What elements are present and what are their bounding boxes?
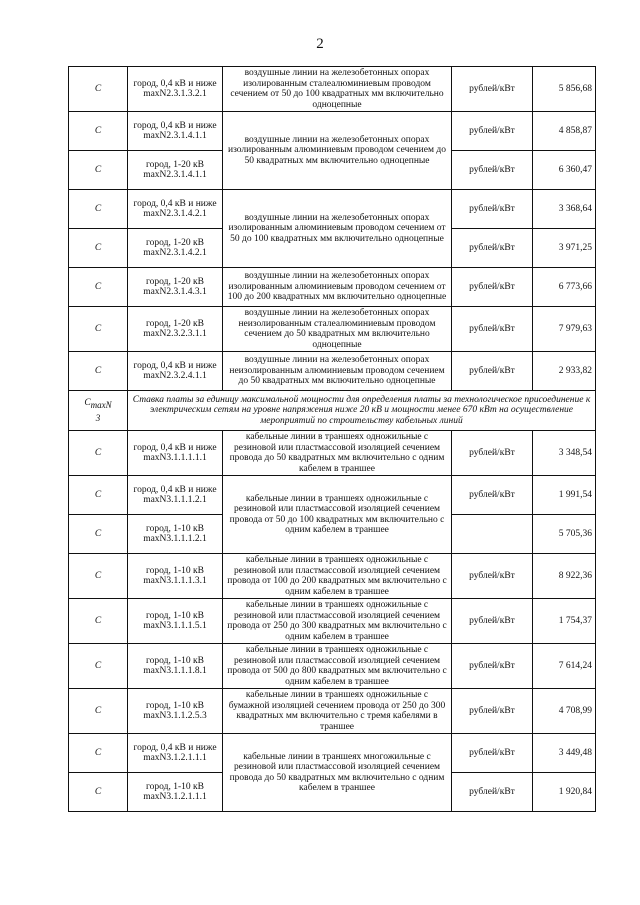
unit-cell: рублей/кВт [452, 352, 533, 391]
rate-value: 1 920,84 [533, 773, 596, 812]
location-code: город, 1-10 кВ maxN3.1.1.1.8.1 [128, 644, 223, 689]
rate-symbol: C [69, 67, 128, 112]
location-code: город, 1-20 кВ maxN2.3.1.4.1.1 [128, 151, 223, 190]
rate-value: 1 754,37 [533, 599, 596, 644]
table-row [69, 67, 596, 112]
rate-symbol: C [69, 112, 128, 151]
tariff-table [68, 66, 596, 812]
unit-cell: рублей/кВт [452, 554, 533, 599]
rate-symbol: C [69, 773, 128, 812]
unit-cell: рублей/кВт [452, 431, 533, 476]
rate-value: 4 858,87 [533, 112, 596, 151]
rate-value: 3 971,25 [533, 229, 596, 268]
rate-symbol: C [69, 734, 128, 773]
line-description: воздушные линии на железобетонных опорах изолированным алюминиевым проводом сечением от 50 до 100 квадратных мм включительно одноцепные [223, 190, 452, 268]
location-code: город, 0,4 кВ и ниже maxN3.1.2.1.1.1 [128, 734, 223, 773]
rate-value: 7 614,24 [533, 644, 596, 689]
rate-symbol: C [69, 599, 128, 644]
table-row [69, 476, 596, 515]
rate-value: 6 360,47 [533, 151, 596, 190]
location-code: город, 1-10 кВ maxN3.1.1.1.2.1 [128, 515, 223, 554]
rate-value: 5 705,36 [533, 515, 596, 554]
location-code: город, 1-10 кВ maxN3.1.1.1.5.1 [128, 599, 223, 644]
location-code: город, 0,4 кВ и ниже maxN3.1.1.1.1.1 [128, 431, 223, 476]
line-description: воздушные линии на железобетонных опорах изолированным алюминиевым проводом сечением от 100 до 200 квадратных мм включительно одноцепные [223, 268, 452, 307]
line-description: кабельные линии в траншеях одножильные с резиновой или пластмассовой изоляцией сечением провода до 50 квадратных мм включительно с одним кабелем в траншее [223, 431, 452, 476]
location-code: город, 0,4 кВ и ниже maxN2.3.1.3.2.1 [128, 67, 223, 112]
rate-value: 7 979,63 [533, 307, 596, 352]
location-code: город, 1-10 кВ maxN3.1.1.2.5.3 [128, 689, 223, 734]
section-header-row [69, 391, 596, 431]
line-description: воздушные линии на железобетонных опорах изолированным алюминиевым проводом сечением до 50 квадратных мм включительно одноцепные [223, 112, 452, 190]
line-description: кабельные линии в траншеях одножильные с резиновой или пластмассовой изоляцией сечением провода от 500 до 800 квадратных мм включительно с одним кабелем в траншее [223, 644, 452, 689]
rate-symbol: C [69, 190, 128, 229]
unit-cell: рублей/кВт [452, 67, 533, 112]
section-symbol-subscript: maxN [90, 400, 112, 410]
rate-value: 4 708,99 [533, 689, 596, 734]
location-code: город, 1-20 кВ maxN2.3.2.3.1.1 [128, 307, 223, 352]
rate-symbol: C [69, 307, 128, 352]
rate-value: 3 449,48 [533, 734, 596, 773]
rate-value: 6 773,66 [533, 268, 596, 307]
table-body-air-lines [69, 67, 596, 391]
rate-symbol: C [69, 431, 128, 476]
table-body-cable-lines [69, 431, 596, 812]
line-description: кабельные линии в траншеях одножильные с резиновой или пластмассовой изоляцией сечением провода от 100 до 200 квадратных мм включительно с одним кабелем в траншее [223, 554, 452, 599]
line-description: воздушные линии на железобетонных опорах неизолированным сталеалюминиевым проводом сечением до 50 квадратных мм включительно одноцепные [223, 307, 452, 352]
rate-symbol: C [69, 268, 128, 307]
rate-value: 3 348,54 [533, 431, 596, 476]
unit-cell: рублей/кВт [452, 268, 533, 307]
table-row [69, 352, 596, 391]
rate-symbol: C [69, 554, 128, 599]
unit-cell: рублей/кВт [452, 112, 533, 151]
line-description: кабельные линии в траншеях одножильные с резиновой или пластмассовой изоляцией сечением провода от 50 до 100 квадратных мм включительно с одним кабелем в траншее [223, 476, 452, 554]
unit-cell: рублей/кВт [452, 773, 533, 812]
section-symbol [69, 391, 128, 431]
unit-cell: рублей/кВт [452, 476, 533, 515]
rate-value: 2 933,82 [533, 352, 596, 391]
location-code: город, 1-10 кВ maxN3.1.1.1.3.1 [128, 554, 223, 599]
page-number: 2 [316, 36, 324, 52]
rate-symbol: C [69, 515, 128, 554]
unit-cell: рублей/кВт [452, 599, 533, 644]
rate-symbol: C [69, 689, 128, 734]
table-row [69, 307, 596, 352]
section-description: Ставка платы за единицу максимальной мощности для определения платы за технологическое присоединение к электрическим сетям на уровне напряжения ниже 20 кВ и мощности менее 670 кВт на осуществление мероприятий по строительству кабельных линий [128, 391, 596, 431]
location-code: город, 1-20 кВ maxN2.3.1.4.2.1 [128, 229, 223, 268]
rate-symbol: C [69, 229, 128, 268]
rate-symbol: C [69, 644, 128, 689]
table-row [69, 689, 596, 734]
line-description: кабельные линии в траншеях одножильные с бумажной изоляцией сечением провода от 250 до 300 квадратных мм включительно с тремя кабелями в траншее [223, 689, 452, 734]
unit-cell: рублей/кВт [452, 151, 533, 190]
rate-value: 3 368,64 [533, 190, 596, 229]
line-description: воздушные линии на железобетонных опорах изолированным сталеалюминиевым проводом сечением от 50 до 100 квадратных мм включительно одноцепные [223, 67, 452, 112]
line-description: воздушные линии на железобетонных опорах неизолированным алюминиевым проводом сечением до 50 квадратных мм включительно одноцепные [223, 352, 452, 391]
location-code: город, 0,4 кВ и ниже maxN2.3.1.4.1.1 [128, 112, 223, 151]
location-code: город, 1-20 кВ maxN2.3.1.4.3.1 [128, 268, 223, 307]
unit-cell: рублей/кВт [452, 644, 533, 689]
table-row [69, 734, 596, 773]
rate-value: 5 856,68 [533, 67, 596, 112]
section-header [69, 391, 596, 431]
unit-cell: рублей/кВт [452, 229, 533, 268]
table-row [69, 554, 596, 599]
location-code: город, 0,4 кВ и ниже maxN3.1.1.1.2.1 [128, 476, 223, 515]
rate-symbol: C [69, 352, 128, 391]
unit-cell [452, 515, 533, 554]
line-description: кабельные линии в траншеях одножильные с резиновой или пластмассовой изоляцией сечением провода от 250 до 300 квадратных мм включительно с одним кабелем в траншее [223, 599, 452, 644]
table-row [69, 190, 596, 229]
rate-symbol: C [69, 151, 128, 190]
unit-cell: рублей/кВт [452, 307, 533, 352]
rate-symbol: C [69, 476, 128, 515]
table-row [69, 599, 596, 644]
table-row [69, 268, 596, 307]
location-code: город, 0,4 кВ и ниже maxN2.3.2.4.1.1 [128, 352, 223, 391]
rate-value: 8 922,36 [533, 554, 596, 599]
table-row [69, 112, 596, 151]
table-row [69, 431, 596, 476]
location-code: город, 0,4 кВ и ниже maxN2.3.1.4.2.1 [128, 190, 223, 229]
location-code: город, 1-10 кВ maxN3.1.2.1.1.1 [128, 773, 223, 812]
section-symbol-letter: C [84, 398, 91, 409]
unit-cell: рублей/кВт [452, 734, 533, 773]
unit-cell: рублей/кВт [452, 190, 533, 229]
unit-cell: рублей/кВт [452, 689, 533, 734]
section-symbol-index: 3 [95, 412, 101, 423]
line-description: кабельные линии в траншеях многожильные с резиновой или пластмассовой изоляцией сечением провода до 50 квадратных мм включительно с одним кабелем в траншее [223, 734, 452, 812]
table-row [69, 644, 596, 689]
rate-value: 1 991,54 [533, 476, 596, 515]
